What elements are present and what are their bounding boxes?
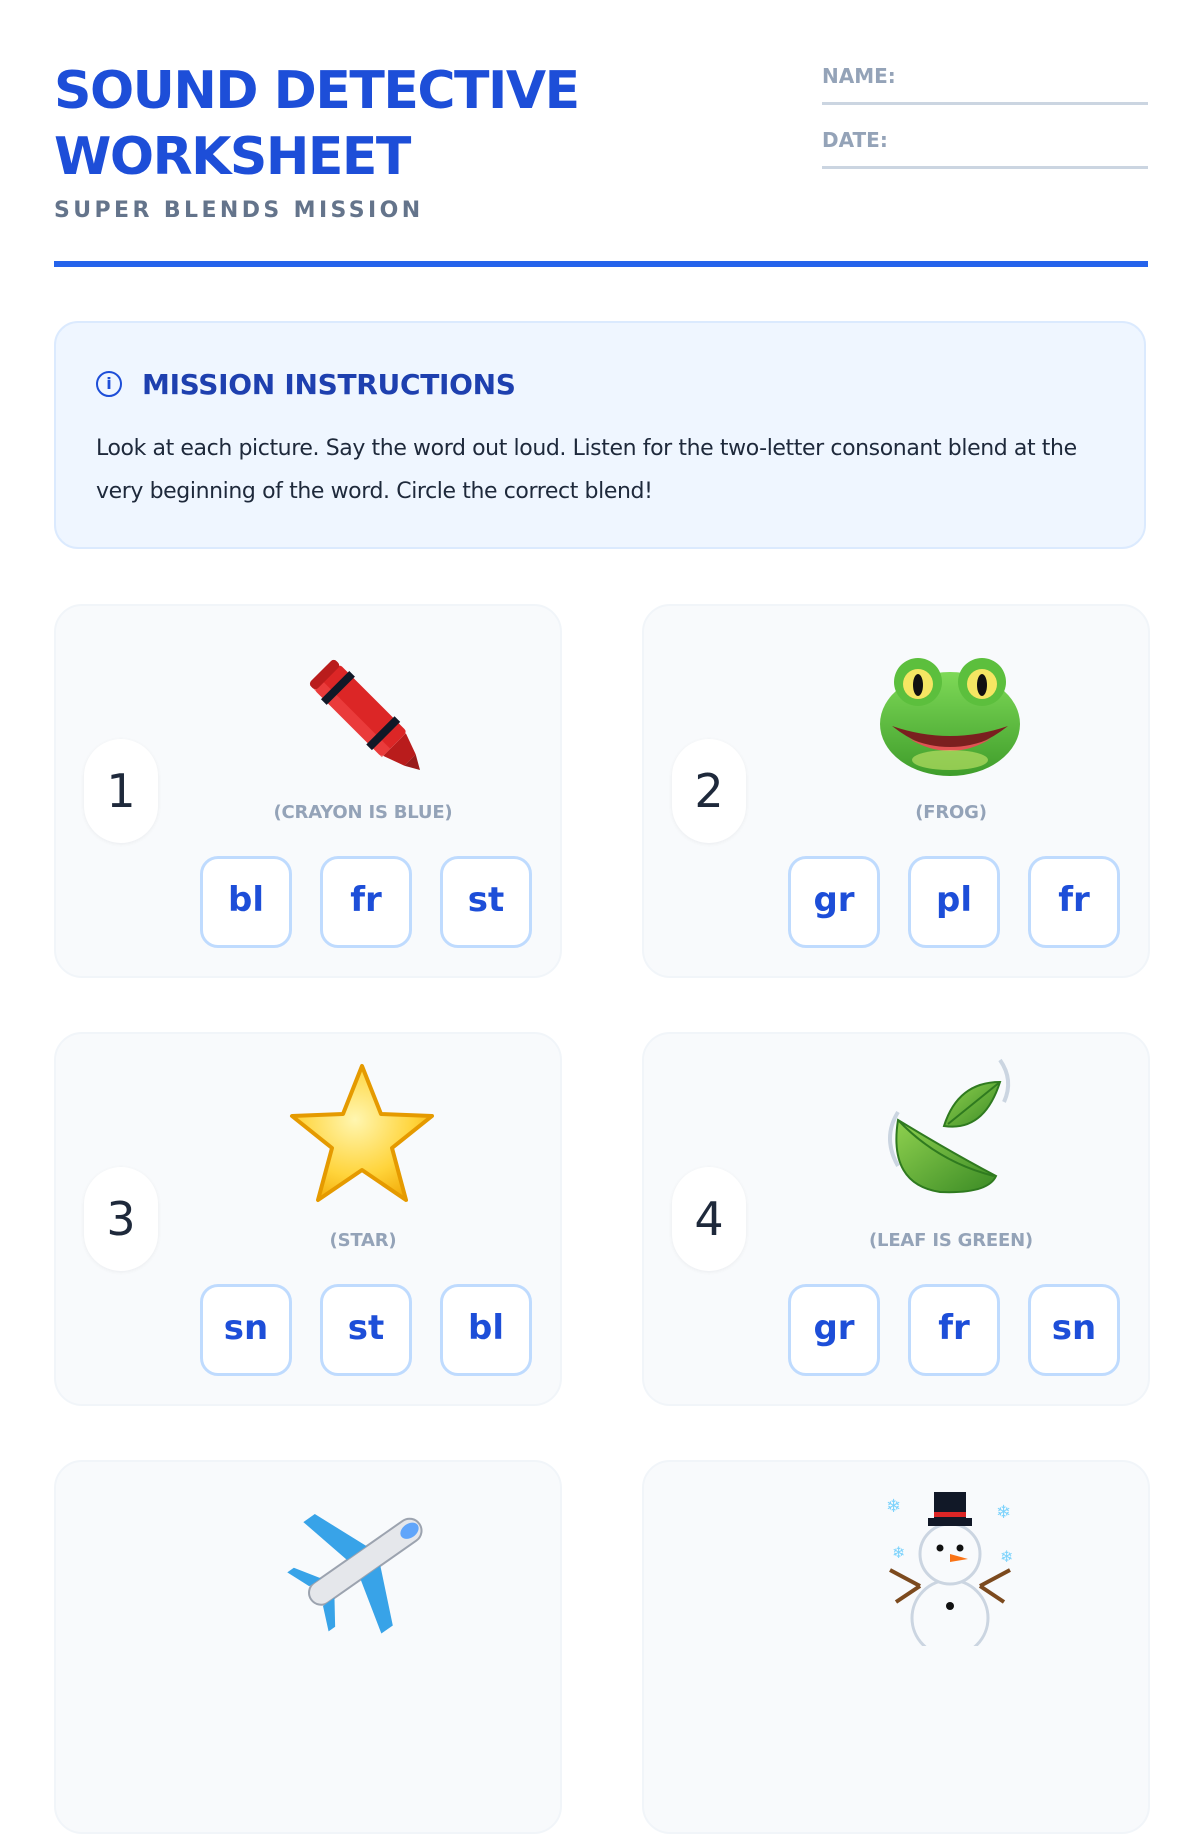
leaf-icon [868, 1054, 1032, 1218]
crayon-icon [280, 626, 444, 790]
blend-option[interactable]: st [440, 856, 532, 948]
student-fields [822, 58, 1148, 186]
info-icon: i [96, 371, 122, 397]
date-field[interactable] [822, 122, 1148, 169]
question-card [54, 604, 562, 978]
picture-caption: (FROG) [915, 802, 987, 823]
snowman-icon [868, 1482, 1032, 1646]
blend-option[interactable]: gr [788, 1284, 880, 1376]
question-card [642, 1032, 1150, 1406]
instructions-text: Look at each picture. Say the word out loud. Listen for the two-letter consonant blend at the very beginning of the word. Circle the correct blend! [96, 436, 1077, 504]
star-icon [280, 1054, 444, 1218]
blend-option[interactable]: st [320, 1284, 412, 1376]
picture-caption: (CRAYON IS BLUE) [273, 802, 453, 823]
page-title [54, 58, 579, 190]
svg-text:❄: ❄ [892, 1543, 906, 1562]
blend-option[interactable]: gr [788, 856, 880, 948]
question-card [642, 1460, 1150, 1834]
page-subtitle: SUPER BLENDS MISSION [54, 198, 424, 223]
picture-caption: (STAR) [329, 1230, 397, 1251]
svg-text:❄: ❄ [1000, 1547, 1014, 1566]
name-field[interactable] [822, 58, 1148, 105]
picture-caption: (LEAF IS GREEN) [869, 1230, 1033, 1251]
blend-option[interactable]: fr [320, 856, 412, 948]
svg-text:❄: ❄ [886, 1496, 902, 1517]
question-card [54, 1032, 562, 1406]
frog-icon [868, 626, 1032, 790]
question-card [54, 1460, 562, 1834]
question-number: 2 [672, 739, 746, 843]
instructions-box [54, 321, 1146, 549]
blend-option[interactable]: sn [200, 1284, 292, 1376]
question-number: 4 [672, 1167, 746, 1271]
blend-option[interactable]: fr [908, 1284, 1000, 1376]
title-line-2: WORKSHEET [54, 127, 410, 187]
name-label: NAME: [822, 64, 896, 88]
blend-option[interactable]: pl [908, 856, 1000, 948]
date-label: DATE: [822, 128, 888, 152]
header-divider [54, 261, 1148, 267]
question-card [642, 604, 1150, 978]
instructions-title: MISSION INSTRUCTIONS [142, 368, 516, 401]
svg-text:❄: ❄ [996, 1502, 1012, 1523]
blend-option[interactable]: bl [440, 1284, 532, 1376]
worksheet-header [54, 58, 1148, 268]
question-number: 3 [84, 1167, 158, 1271]
blend-option[interactable]: sn [1028, 1284, 1120, 1376]
blend-option[interactable]: fr [1028, 856, 1120, 948]
airplane-icon [280, 1482, 444, 1646]
blend-option[interactable]: bl [200, 856, 292, 948]
title-line-1: SOUND DETECTIVE [54, 61, 579, 121]
question-number: 1 [84, 739, 158, 843]
